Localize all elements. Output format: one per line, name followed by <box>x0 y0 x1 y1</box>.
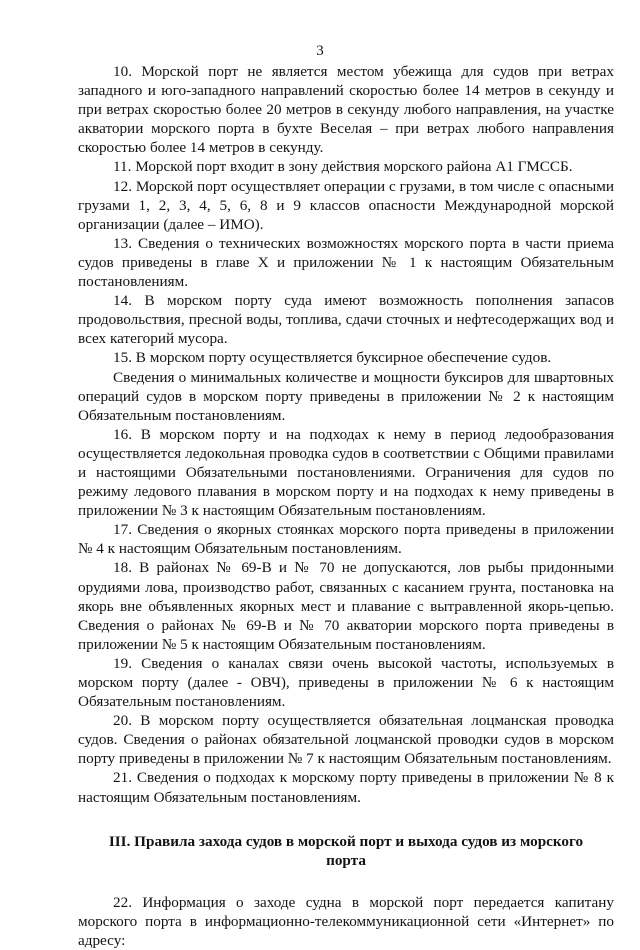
paragraph-13: 13. Сведения о технических возможностях морского порта в части приема судов приведены в главе X и приложении № 1 к настоящим Обязательным постановлениям. <box>78 234 614 291</box>
section-heading: III. Правила захода судов в морской порт и выхода судов из морского порта <box>108 832 584 870</box>
page-number: 3 <box>316 43 324 59</box>
document-body <box>78 62 614 950</box>
paragraph-20: 20. В морском порту осуществляется обязательная лоцманская проводка судов. Сведения о районах обязательной лоцманской проводки судов в морском порту приведены в приложении № 7 к настоящим Обязательным постановлениям. <box>78 712 614 768</box>
paragraph-15-tugs: Сведения о минимальных количестве и мощности буксиров для швартовных операций судов в морском порту приведены в приложении № 2 к настоящим Обязательным постановлениям. <box>78 368 614 424</box>
paragraph-12: 12. Морской порт осуществляет операции с грузами, в том числе с опасными грузами 1, 2, 3, 4, 5, 6, 8 и 9 классов опасности Международной морской организации (далее – ИМО). <box>78 177 614 233</box>
paragraph-19: 19. Сведения о каналах связи очень высокой частоты, используемых в морском порту (далее - ОВЧ), приведены в приложении № 6 к настоящим Обязательным постановлениям. <box>78 654 614 711</box>
paragraph-18: 18. В районах № 69-В и № 70 не допускаются, лов рыбы придонными орудиями лова, производство работ, связанных с касанием грунта, постановка на якорь вне объявленных якорных мест и плавание с вытравленной якорь-цепью. Сведения о районах № 69-В и № 70 акватории морского порта приведены в приложении № 5 к настоящим Обязательным постановлениям. <box>78 559 614 653</box>
paragraph-15: 15. В морском порту осуществляется буксирное обеспечение судов. <box>113 349 552 367</box>
paragraph-21: 21. Сведения о подходах к морскому порту приведены в приложении № 8 к настоящим Обязательным постановлениям. <box>78 769 614 806</box>
paragraph-16: 16. В морском порту и на подходах к нему в период ледообразования осуществляется ледокольная проводка судов в соответствии с Общими правилами и настоящими Обязательными постановлениями. Ограничения для судов по режиму ледового плавания в морском порту и на подходах к нему приведены в приложении № 3 к настоящим Обязательным постановлениям. <box>78 425 614 520</box>
paragraph-17: 17. Сведения о якорных стоянках морского порта приведены в приложении № 4 к настоящим Обязательным постановлениям. <box>78 521 614 558</box>
paragraph-11: 11. Морской порт входит в зону действия морского района А1 ГМССБ. <box>113 158 573 176</box>
paragraph-10: 10. Морской порт не является местом убежища для судов при ветрах западного и юго-западного направлений скоростью более 14 метров в секунду и при ветрах скоростью более 20 метров в секунду любого направления, на участке акватории морского порта в бухте Веселая – при ветрах любого направления скоростью более 14 метров в секунду. <box>78 63 614 157</box>
paragraph-14: 14. В морском порту суда имеют возможность пополнения запасов продовольствия, пресной воды, топлива, сдачи сточных и нефтесодержащих вод и всех категорий мусора. <box>78 292 614 348</box>
paragraph-22: 22. Информация о заходе судна в морской порт передается капитану морского порта в информационно-телекоммуникационной сети «Интернет» по адресу: <box>78 893 614 949</box>
